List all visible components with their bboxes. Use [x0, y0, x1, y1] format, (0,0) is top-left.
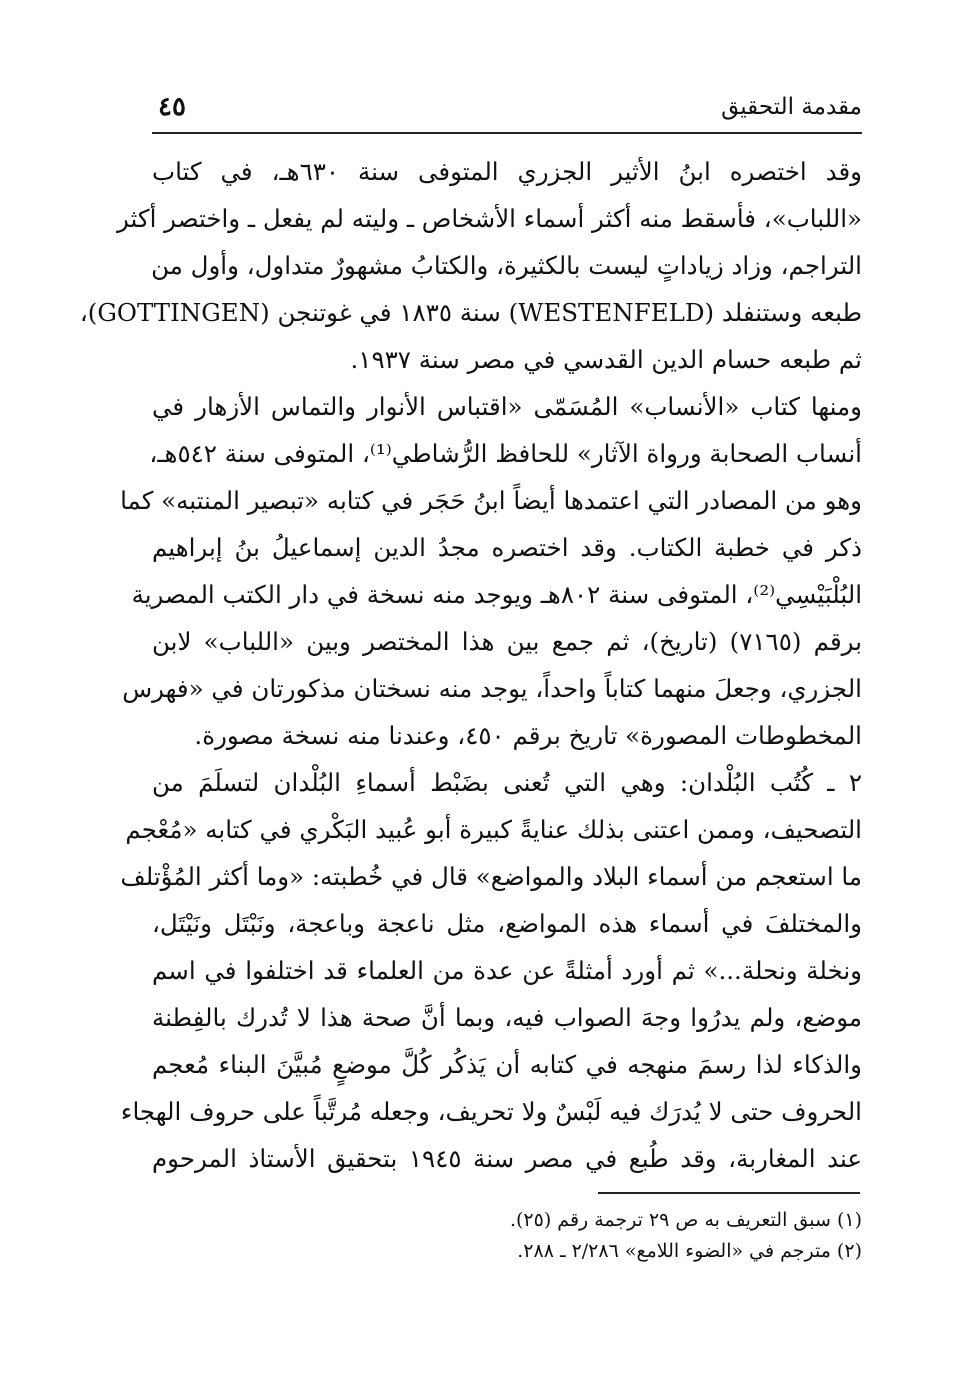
text-line: البُلْبَيْسِي⁽²⁾، المتوفى سنة ٨٠٢هـ ويوجد منه نسخة في دار الكتب المصرية — [131, 580, 862, 609]
body-text — [79, 148, 863, 1182]
text-line: والذكاء لذا رسمَ منهجه في كتابه أن يَذكُر كُلَّ موضعٍ مُبيَّنَ البناء مُعجم — [152, 1050, 862, 1079]
text-line: ثم طبعه حسام الدين القدسي في مصر سنة ١٩٣٧. — [350, 345, 862, 374]
footnotes — [300, 1205, 862, 1267]
text-line: التراجم، وزاد زياداتٍ ليست بالكثيرة، والكتابُ مشهورٌ متداول، وأول من — [151, 251, 862, 280]
text-line: أنساب الصحابة ورواة الآثار» للحافظ الرُّشاطي⁽¹⁾، المتوفى سنة ٥٤٢هـ، — [149, 439, 862, 468]
running-title: مقدمة التحقيق — [721, 94, 862, 120]
text-line: عند المغاربة، وقد طُبع في مصر سنة ١٩٤٥ بتحقيق الأستاذ المرحوم — [152, 1144, 862, 1173]
text-line: ومنها كتاب «الأنساب» المُسَمّى «اقتباس الأنوار والتماس الأزهار في — [152, 392, 862, 421]
text-line: طبعه وستنفلد (WESTENFELD) سنة ١٨٣٥ في غوتنجن (GOTTINGEN)، — [79, 298, 862, 327]
text-line: ونخلة ونحلة...» ثم أورد أمثلةً عن عدة من العلماء قد اختلفوا في اسم — [152, 956, 862, 985]
text-line: ما استعجم من أسماء البلاد والمواضع» قال في خُطبته: «وما أكثر المُؤْتلف — [120, 862, 862, 891]
text-line: الحروف حتى لا يُدرَك فيه لَبْسٌ ولا تحريف، وجعله مُرتَّباً على حروف الهجاء — [120, 1097, 862, 1126]
text-line: «اللباب»، فأسقط منه أكثر أسماء الأشخاص ـ وليته لم يفعل ـ واختصر أكثر — [117, 204, 862, 233]
text-line: المخطوطات المصورة» تاريخ برقم ٤٥٠، وعندنا منه نسخة مصورة. — [194, 721, 862, 750]
text-line: ٢ ـ كُتُب البُلْدان: وهي التي تُعنى بضَبْط أسماءِ البُلْدان لتسلَمَ من — [152, 768, 862, 797]
page-header — [150, 90, 862, 130]
text-line: موضع، ولم يدرُوا وجهَ الصواب فيه، وبما أنَّ صحة هذا لا تُدرك بالفِطنة — [152, 1003, 862, 1032]
footnote-rule — [598, 1192, 860, 1194]
footnote: (١) سبق التعريف به ص ٢٩ ترجمة رقم (٢٥). — [509, 1209, 862, 1231]
footnote: (٢) مترجم في «الضوء اللامع» ٢/٢٨٦ ـ ٢٨٨. — [517, 1240, 862, 1262]
text-line: وهو من المصادر التي اعتمدها أيضاً ابنُ حَجَر في كتابه «تبصير المنتبه» كما — [120, 486, 862, 515]
text-line: وقد اختصره ابنُ الأثير الجزري المتوفى سنة ٦٣٠هـ، في كتاب — [152, 157, 862, 186]
text-line: الجزري، وجعلَ منهما كتاباً واحداً، يوجد منه نسختان مذكورتان في «فهرس — [122, 674, 862, 703]
header-rule — [152, 132, 862, 134]
page-number: ٤٥ — [158, 92, 186, 122]
text-line: برقم (٧١٦٥) (تاريخ)، ثم جمع بين هذا المختصر وبين «اللباب» لابن — [152, 627, 863, 656]
text-line: ذكر في خطبة الكتاب. وقد اختصره مجدُ الدين إسماعيلُ بنُ إبراهيم — [152, 533, 862, 562]
text-line: والمختلفَ في أسماء هذه المواضع، مثل ناعجة وباعجة، ونَبْتَل ونَيْتَل، — [152, 909, 862, 938]
text-line: التصحيف، وممن اعتنى بذلك عنايةً كبيرة أبو عُبيد البَكْري في كتابه «مُعْجم — [125, 815, 862, 844]
